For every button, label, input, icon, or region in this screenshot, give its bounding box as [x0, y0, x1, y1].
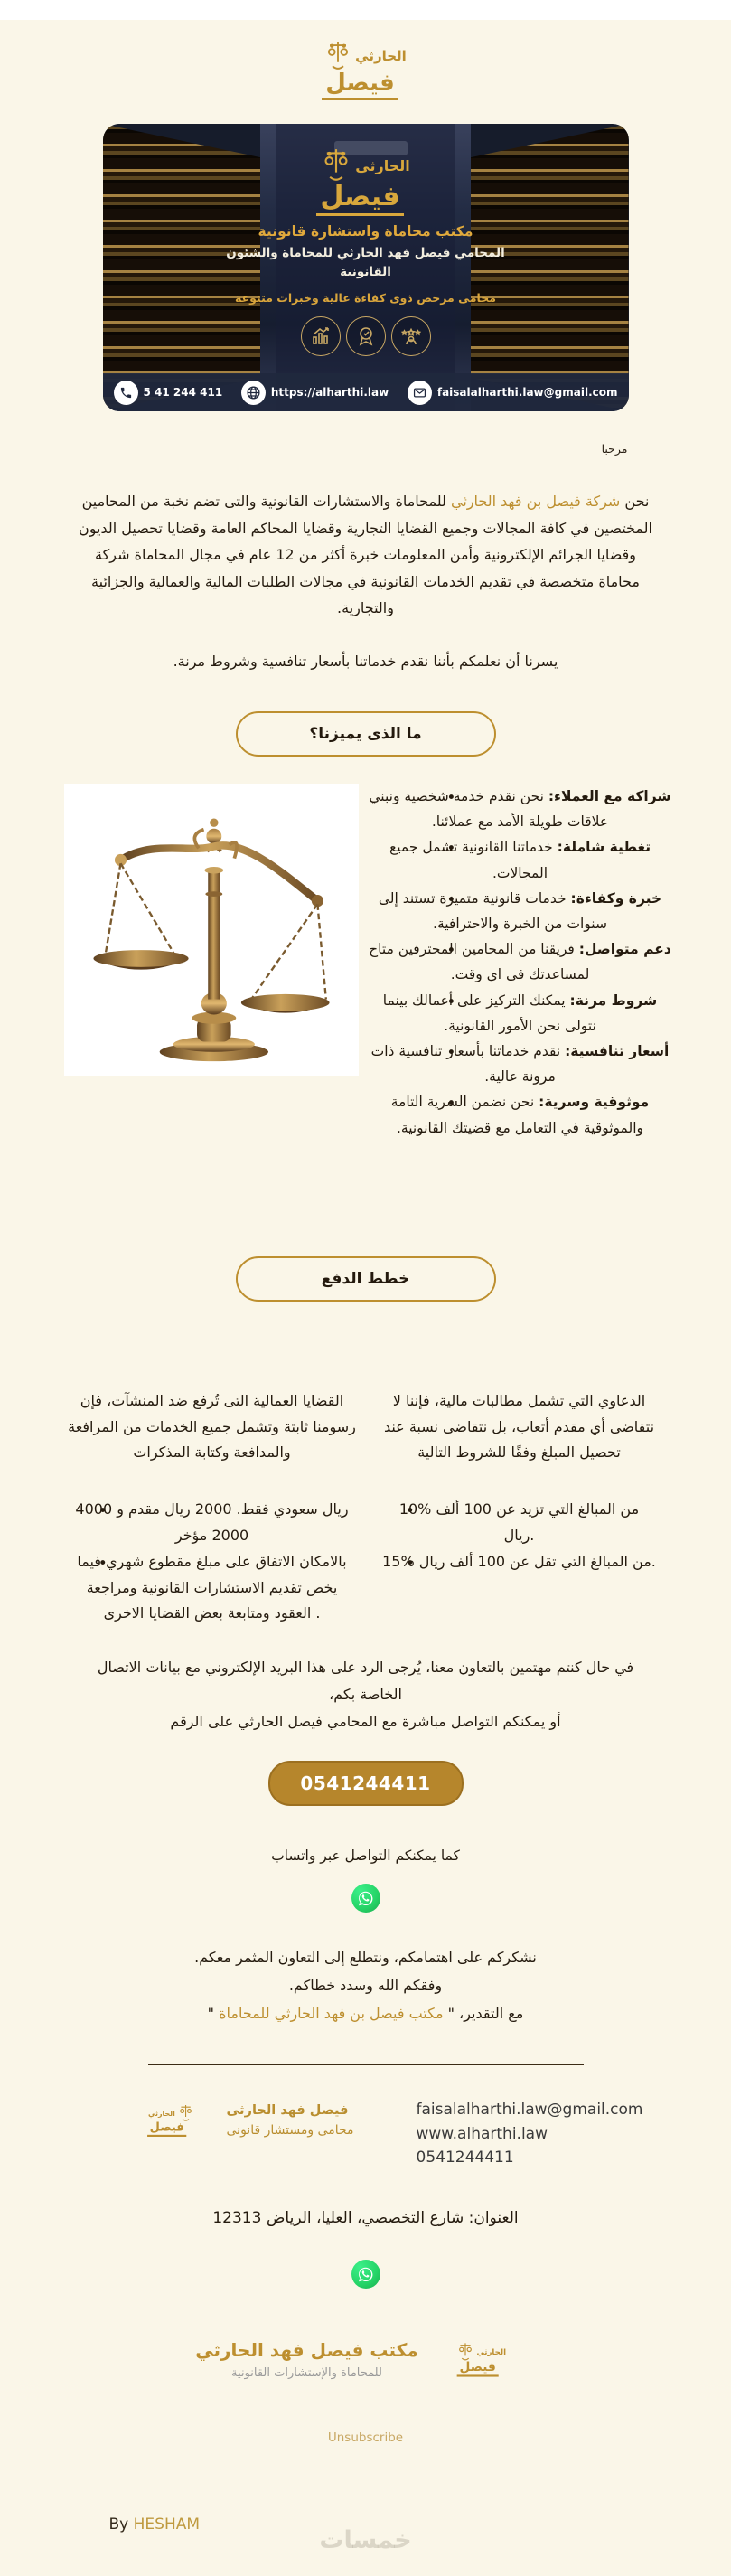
hero-contact-bar: [103, 373, 629, 411]
hero-website-link[interactable]: [241, 381, 389, 405]
hero-brand-name-top: الحارثي: [355, 156, 410, 174]
whatsapp-icon[interactable]: [351, 2260, 380, 2289]
features-list: [359, 784, 673, 1141]
footer-email[interactable]: faisalalharthi.law@gmail.com: [416, 2101, 643, 2120]
hero-brand-mark: [312, 147, 420, 216]
payment-right-intro: الدعاوي التي تشمل مطالبات مالية، فإننا لا نتقاضى أي مقدم أتعاب، بل نتقاضى نسبة عند تحصيل المبلغ وفقًا للشروط التالية: [383, 1391, 655, 1462]
scales-emblem-icon: [324, 40, 351, 72]
footer-phone: 0541244411: [416, 2148, 514, 2167]
list-item: • دعم متواصل: فريقنا من المحامين المحترفين متاح لمساعدتك فى اى وقت.: [368, 936, 673, 987]
promo-line: يسرنا أن نعلمكم بأننا نقدم خدماتنا بأسعار تنافسية وشروط مرنة.: [173, 652, 558, 670]
list-item: • 15% من المبالغ التي تقل عن 100 ألف ريال.: [366, 1549, 673, 1575]
list-item: • 4000 ريال سعودي فقط. 2000 ريال مقدم و 2000 مؤخر: [59, 1497, 366, 1549]
payment-right-column: [366, 1388, 673, 1627]
brand-name-top: الحارثي: [147, 2109, 175, 2119]
brand-name-bottom: فيصل: [456, 2360, 498, 2377]
byline: By HESHAM: [108, 2515, 201, 2534]
phone-number-button[interactable]: 0541244411: [268, 1761, 464, 1806]
scales-of-justice-image: [64, 784, 359, 1076]
office-brand-mark: [443, 2343, 520, 2377]
hero-tagline-lawyer: المحامي فيصل فهد الحارثي للمحاماة والشئون القانونية: [226, 246, 505, 279]
award-badge-icon: [346, 316, 386, 356]
contact-instructions: في حال كنتم مهتمين بالتعاون معنا، يُرجى الرد على هذا البريد الإلكتروني مع بيانات الاتصال الخاصة بكم،: [97, 1659, 634, 1703]
globe-icon: [241, 381, 266, 405]
brand-mark: [312, 40, 420, 100]
envelope-icon: [408, 381, 432, 405]
features-title-button[interactable]: ما الذى يميزنا؟: [236, 711, 496, 757]
list-item: • 10% من المبالغ التي تزيد عن 100 ألف ريال.: [366, 1497, 673, 1549]
thanks-line: نشكركم على اهتمامكم، ونتطلع إلى التعاون المثمر معكم.: [194, 1949, 537, 1967]
intro-paragraph: [77, 488, 655, 622]
signature-brand-mark: [131, 2104, 209, 2137]
signature-title: محامى ومستشار قانونى: [226, 2123, 354, 2139]
payment-section: [59, 1388, 673, 1627]
hero-email-address: faisalalharthi.law@gmail.com: [436, 386, 618, 399]
unsubscribe-link[interactable]: Unsubscribe: [327, 2430, 404, 2446]
payment-title-button[interactable]: خطط الدفع: [236, 1256, 496, 1302]
rated-person-icon: [391, 316, 431, 356]
hero-tagline-office: مكتب محاماة واستشارة قانونية: [258, 223, 473, 240]
list-item: • خبرة وكفاءة: خدمات قانونية متميزة تستند إلى سنوات من الخبرة والاحترافية.: [368, 886, 673, 936]
author-link[interactable]: HESHAM: [133, 2515, 201, 2534]
list-item: • أسعار تنافسية: نقدم خدماتنا بأسعار تنافسية ذات مرونة عالية.: [368, 1039, 673, 1089]
payment-left-column: [59, 1388, 366, 1627]
header-logo: [0, 20, 731, 100]
hero-brand-name-bottom: فيصل: [316, 181, 403, 216]
brand-name-bottom: فيصل: [322, 70, 398, 100]
list-item: • شروط مرنة: يمكنك التركيز على أعمالك بينما نتولى نحن الأمور القانونية.: [368, 988, 673, 1039]
scales-emblem-icon: [321, 147, 351, 183]
regards-company-name: مكتب فيصل بن فهد الحارثي للمحاماة: [219, 2005, 444, 2023]
hero-phone-link[interactable]: [114, 381, 223, 405]
office-address: العنوان: شارع التخصصي، العليا، الرياض 12313: [212, 2209, 519, 2228]
phone-icon: [114, 381, 138, 405]
hero-tagline-licensed: محامى مرخص ذوى كفاءة عالية وخبرات متنوعة: [235, 290, 496, 305]
khamsat-watermark: خمسات: [319, 2526, 412, 2555]
signature-block: [117, 2098, 354, 2143]
brand-name-top: الحارثي: [355, 48, 407, 64]
greeting-text: مرحبا: [601, 442, 628, 456]
regards-line: مع التقدير، " مكتب فيصل بن فهد الحارثي للمحاماة ": [207, 2005, 524, 2023]
intro-company-name: شركة فيصل بن فهد الحارثي: [451, 493, 621, 510]
payment-left-intro: القضايا العمالية التى تُرفع ضد المنشآت، فإن رسومنا ثابتة وتشمل جميع الخدمات من المرافعة والمدافعة وكتابة المذكرات: [68, 1391, 356, 1462]
hero-phone-number: 5 41 244 411: [143, 386, 223, 399]
top-white-strip: [0, 0, 731, 20]
office-subtitle: للمحاماة والإستشارات القانونية: [231, 2366, 382, 2381]
growth-chart-icon: [301, 316, 341, 356]
features-section: [59, 784, 673, 1141]
hero-feature-icons: [301, 316, 431, 356]
whatsapp-icon[interactable]: [351, 1884, 380, 1913]
email-body: [0, 20, 731, 2576]
hero-banner: [103, 124, 629, 411]
footer-divider: [148, 2064, 584, 2065]
footer-website[interactable]: www.alharthi.law: [416, 2124, 548, 2143]
list-item: • تغطية شاملة: خدماتنا القانونية تشمل جميع المجالات.: [368, 834, 673, 885]
hero-website-url: https://alharthi.law: [270, 386, 389, 399]
hero-email-link[interactable]: [408, 381, 618, 405]
footer-contact-block: [416, 2098, 643, 2169]
blessing-line: وفقكم الله وسدد خطاكم.: [288, 1977, 443, 1995]
signature-name: فيصل فهد الحارثى: [226, 2103, 349, 2119]
payment-right-list: [366, 1497, 673, 1575]
brand-name-bottom: فيصل: [146, 2120, 186, 2137]
footer-signature-row: [59, 2098, 673, 2169]
brand-name-top: الحارثي: [476, 2347, 506, 2357]
intro-lead: نحن: [620, 493, 650, 510]
payment-left-list: [59, 1497, 366, 1627]
list-item: • بالامكان الاتفاق على مبلغ مقطوع شهري فيما يخص تقديم الاستشارات القانونية ومراجعة العقود ومتابعة بعض القضايا الاخرى .: [59, 1549, 366, 1627]
office-lockup: [59, 2336, 673, 2383]
intro-rest: للمحاماة والاستشارات القانونية والتى تضم نخبة من المحامين المختصين في كافة المجالات وجميع القضايا التجارية وقضايا المحاكم العامة وقضايا تحصيل الديون وقضايا الجرائم الإلكترونية وأمن المعلومات خبرة أكثر من 12 عام في مجال المحاماة شركة محاماة متخصصة في تقديم الخدمات القانونية في مجالات الطلبات المالية والعمالية والجزائية والتجارية.: [79, 493, 652, 617]
list-item: • شراكة مع العملاء: نحن نقدم خدمة شخصية ونبني علاقات طويلة الأمد مع عملائنا.: [368, 784, 673, 834]
whatsapp-contact-line: كما يمكنكم التواصل عبر واتساب: [271, 1847, 460, 1865]
list-item: • موثوقية وسرية: نحن نضمن السرية التامة والموثوقية في التعامل مع قضيتك القانونية.: [368, 1089, 673, 1140]
contact-direct-line: أو يمكنكم التواصل مباشرة مع المحامي فيصل الحارثي على الرقم: [170, 1713, 561, 1731]
office-title: مكتب فيصل فهد الحارثي: [195, 2339, 418, 2362]
